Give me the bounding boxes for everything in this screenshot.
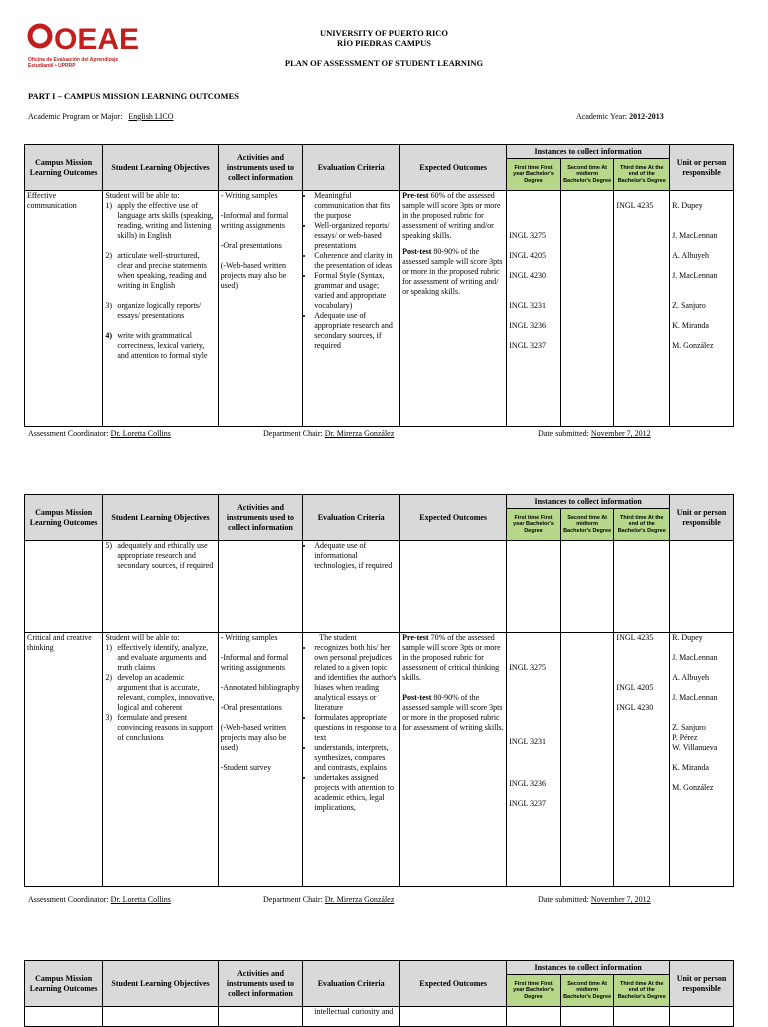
header-responsible: Unit or person responsible [670, 495, 734, 541]
academic-year [576, 112, 664, 122]
year-value: 2012-2013 [629, 112, 664, 121]
criterion-item: • understands, interprets, synthesizes, compares and contrasts, explains [314, 743, 397, 773]
posttest-label: Post-test [402, 247, 432, 256]
header-responsible: Unit or person responsible [670, 145, 734, 191]
header-third-time: Third time At the end of the Bachelor's Degree [614, 975, 670, 1007]
criterion-item: • Formal Style (Syntax, grammar and usage; varied and appropriate vocabulary) [314, 271, 397, 311]
submitted-date: November 7, 2012 [590, 895, 651, 904]
header-third-time: Third time At the end of the Bachelor's Degree [614, 159, 670, 191]
course-code: INGL 3237 [509, 799, 547, 808]
person: K. Miranda [672, 321, 709, 330]
responsible-cell [670, 633, 734, 887]
header-second-time: Second time At midterm Bachelor's Degree [560, 509, 614, 541]
criteria-intro: The student [319, 633, 357, 642]
list-item: 2) develop an academic argument that is accurate, relevant, complex, innovative, logical and coherent [105, 673, 215, 712]
third-time-cell [614, 633, 670, 887]
header-activities: Activities and instruments used to collect information [218, 495, 303, 541]
objectives-intro: Student will be able to: [105, 633, 180, 642]
criterion-item: • formulates appropriate questions in response to a text [314, 713, 397, 743]
third-time-cell [614, 191, 670, 427]
header-first-time: First time First year Bachelor's Degree [507, 975, 561, 1007]
course-code: INGL 4205 [509, 251, 547, 260]
criterion-item: • Well-organized reports/ essays/ or web-based presentations [314, 221, 397, 251]
header-instances: Instances to collect information [507, 961, 670, 975]
second-time-cell [560, 191, 614, 427]
program-value: English LICO [128, 112, 174, 121]
list-item: 4) write with grammatical correctness, lexical variety, and attention to formal style [105, 331, 208, 360]
header-responsible: Unit or person responsible [670, 961, 734, 1007]
responsible-cell [670, 191, 734, 427]
campus-name: RÍO PIEDRAS CAMPUS [337, 38, 431, 48]
header-expected-outcomes: Expected Outcomes [400, 495, 507, 541]
header-activities: Activities and instruments used to collect information [218, 961, 303, 1007]
header-criteria: Evaluation Criteria [303, 495, 400, 541]
list-item: 5) adequately and ethically use appropriate research and secondary sources, if required [105, 541, 214, 570]
pretest-text: 70% of the assessed sample will score 3pts or more in the proposed rubric for assessment of critical thinking skills. [402, 633, 501, 682]
person: P. Pérez [672, 733, 698, 742]
list-item: 1) apply the effective use of language arts skills (speaking, reading, writing and listening skills) in English [105, 201, 214, 240]
criterion-item: • recognizes both his/ her own personal prejudices related to a given topic and identifies the author's biases when reading analytical essays or literature [314, 643, 397, 713]
person: A. Albuyeh [672, 673, 709, 682]
coordinator-name: Dr. Loretta Collins [110, 429, 171, 438]
person: R. Dupey [672, 201, 703, 210]
activity-item: -Informal and formal writing assignments [220, 211, 289, 230]
person: K. Miranda [672, 763, 709, 772]
activity-item: (-Web-based written projects may also be used) [220, 261, 287, 290]
person: M. González [672, 341, 714, 350]
list-item: 1) effectively identify, analyze, and evaluate arguments and truth claims [105, 643, 209, 672]
pretest-label: Pre-test [402, 633, 429, 642]
objectives-cell [103, 191, 218, 427]
course-code: INGL 3275 [509, 231, 547, 240]
second-time-cell [560, 633, 614, 887]
university-name: UNIVERSITY OF PUERTO RICO [319, 28, 449, 38]
objectives-intro: Student will be able to: [105, 191, 180, 200]
course-code: INGL 4230 [616, 703, 654, 712]
criterion-item: • undertakes assigned projects with attention to academic ethics, legal implications, [314, 773, 397, 813]
expected-outcomes-cell [400, 633, 507, 887]
program-label: Academic Program or Major: [28, 112, 123, 121]
header-expected-outcomes: Expected Outcomes [400, 145, 507, 191]
mission-outcome: Critical and creative thinking [25, 633, 103, 887]
assessment-table-3 [24, 960, 734, 1027]
criterion-item: • Meaningful communication that fits the purpose [314, 191, 397, 221]
assessment-table-2 [24, 494, 734, 887]
table-row [25, 633, 734, 887]
activity-item: - Writing samples [220, 191, 278, 200]
footer-1: Assessment Coordinator: Dr. Loretta Collins Department Chair: Dr. Mirerza González Date submitted: November 7, 2012 [28, 429, 651, 438]
coordinator-name: Dr. Loretta Collins [110, 895, 171, 904]
part-title: PART I – CAMPUS MISSION LEARNING OUTCOMES [28, 91, 239, 101]
course-code: INGL 3275 [509, 663, 547, 672]
pretest-label: Pre-test [402, 191, 429, 200]
course-code: INGL 3236 [509, 321, 547, 330]
criteria-cell [303, 191, 400, 427]
activity-item: (-Web-based written projects may also be used) [220, 723, 287, 752]
header-first-time: First time First year Bachelor's Degree [507, 159, 561, 191]
logo-caption: Oficina de Evaluación del Aprendizaje Estudiantil • UPRRP [28, 57, 119, 69]
course-code: INGL 4230 [509, 271, 547, 280]
header-first-time: First time First year Bachelor's Degree [507, 509, 561, 541]
person: J. MacLennan [672, 231, 718, 240]
expected-outcomes-cell [400, 191, 507, 427]
person: W. Villanueva [672, 743, 718, 752]
header-campus-mission: Campus Mission Learning Outcomes [25, 145, 103, 191]
course-code: INGL 3236 [509, 779, 547, 788]
activity-item: -Student survey [220, 763, 272, 772]
chair-name: Dr. Mirerza González [324, 895, 395, 904]
course-code: INGL 3231 [509, 301, 547, 310]
objectives-cell [103, 541, 218, 633]
person: A. Albuyeh [672, 251, 709, 260]
course-code: INGL 4205 [616, 683, 654, 692]
header-objectives: Student Learning Objectives [103, 145, 218, 191]
header-activities: Activities and instruments used to collect information [218, 145, 303, 191]
criterion-item: • Coherence and clarity in the presentation of ideas [314, 251, 397, 271]
activity-item: -Annotated bibliography [220, 683, 300, 692]
activities-cell [218, 191, 303, 427]
criteria-cell [303, 633, 400, 887]
person: M. González [672, 783, 714, 792]
header-third-time: Third time At the end of the Bachelor's Degree [614, 509, 670, 541]
header-instances: Instances to collect information [507, 145, 670, 159]
table-row [25, 1007, 734, 1027]
academic-program [28, 112, 174, 122]
posttest-text: 80-90% of the assessed sample will score 3pts or more in the proposed rubric for assessment of writing and/ or speaking skills. [402, 247, 503, 296]
header-second-time: Second time At midterm Bachelor's Degree [560, 975, 614, 1007]
person: J. MacLennan [672, 693, 718, 702]
objectives-cell [103, 633, 218, 887]
header-second-time: Second time At midterm Bachelor's Degree [560, 159, 614, 191]
person: Z. Sanjuro [672, 723, 706, 732]
header-objectives: Student Learning Objectives [103, 961, 218, 1007]
person: R. Dupey [672, 633, 703, 642]
course-code: INGL 4235 [616, 633, 654, 642]
list-item: 3) organize logically reports/ essays/ presentations [105, 301, 202, 320]
activities-cell [218, 633, 303, 887]
assessment-table-1 [24, 144, 734, 427]
posttest-label: Post-test [402, 693, 432, 702]
header-expected-outcomes: Expected Outcomes [400, 961, 507, 1007]
header-campus-mission: Campus Mission Learning Outcomes [25, 495, 103, 541]
posttest-text: 80-90% of the assessed sample will score 3pts or more in the proposed rubric for assessment of writing skills. [402, 693, 504, 732]
criterion-item: • Adequate use of informational technologies, if required [314, 541, 397, 571]
course-code: INGL 4235 [616, 201, 654, 210]
pretest-text: 60% of the assessed sample will score 3pts or more in the proposed rubric for assessment of writing and/or speaking skills. [402, 191, 501, 240]
course-code: INGL 3237 [509, 341, 547, 350]
chair-name: Dr. Mirerza González [324, 429, 395, 438]
submitted-date: November 7, 2012 [590, 429, 651, 438]
logo-acronym: OEAE [54, 23, 140, 56]
header-criteria: Evaluation Criteria [303, 145, 400, 191]
header-criteria: Evaluation Criteria [303, 961, 400, 1007]
header-instances: Instances to collect information [507, 495, 670, 509]
footer-2: Assessment Coordinator: Dr. Loretta Collins Department Chair: Dr. Mirerza González Date submitted: November 7, 2012 [28, 895, 651, 904]
first-time-cell [507, 633, 561, 887]
list-item: 2) articulate well-structured, clear and precise statements when speaking, reading and writing in English [105, 251, 207, 290]
activity-item: -Oral presentations [220, 703, 282, 712]
criteria-cell: intellectual curiosity and [303, 1007, 400, 1027]
course-code: INGL 3231 [509, 737, 547, 746]
criteria-cell [303, 541, 400, 633]
table-row [25, 541, 734, 633]
first-time-cell [507, 191, 561, 427]
activity-item: - Writing samples [220, 633, 278, 642]
activity-item: -Informal and formal writing assignments [220, 653, 289, 672]
header-campus-mission: Campus Mission Learning Outcomes [25, 961, 103, 1007]
header-objectives: Student Learning Objectives [103, 495, 218, 541]
mission-outcome: Effective communication [25, 191, 103, 427]
table-row [25, 191, 734, 427]
person: J. MacLennan [672, 653, 718, 662]
activity-item: -Oral presentations [220, 241, 282, 250]
person: Z. Sanjuro [672, 301, 706, 310]
criterion-item: • Adequate use of appropriate research and secondary sources, if required [314, 311, 397, 351]
year-label: Academic Year: [576, 112, 628, 121]
list-item: 3) formulate and present convincing reasons in support of conclusions [105, 713, 214, 742]
person: J. MacLennan [672, 271, 718, 280]
plan-title: PLAN OF ASSESSMENT OF STUDENT LEARNING [284, 58, 484, 68]
